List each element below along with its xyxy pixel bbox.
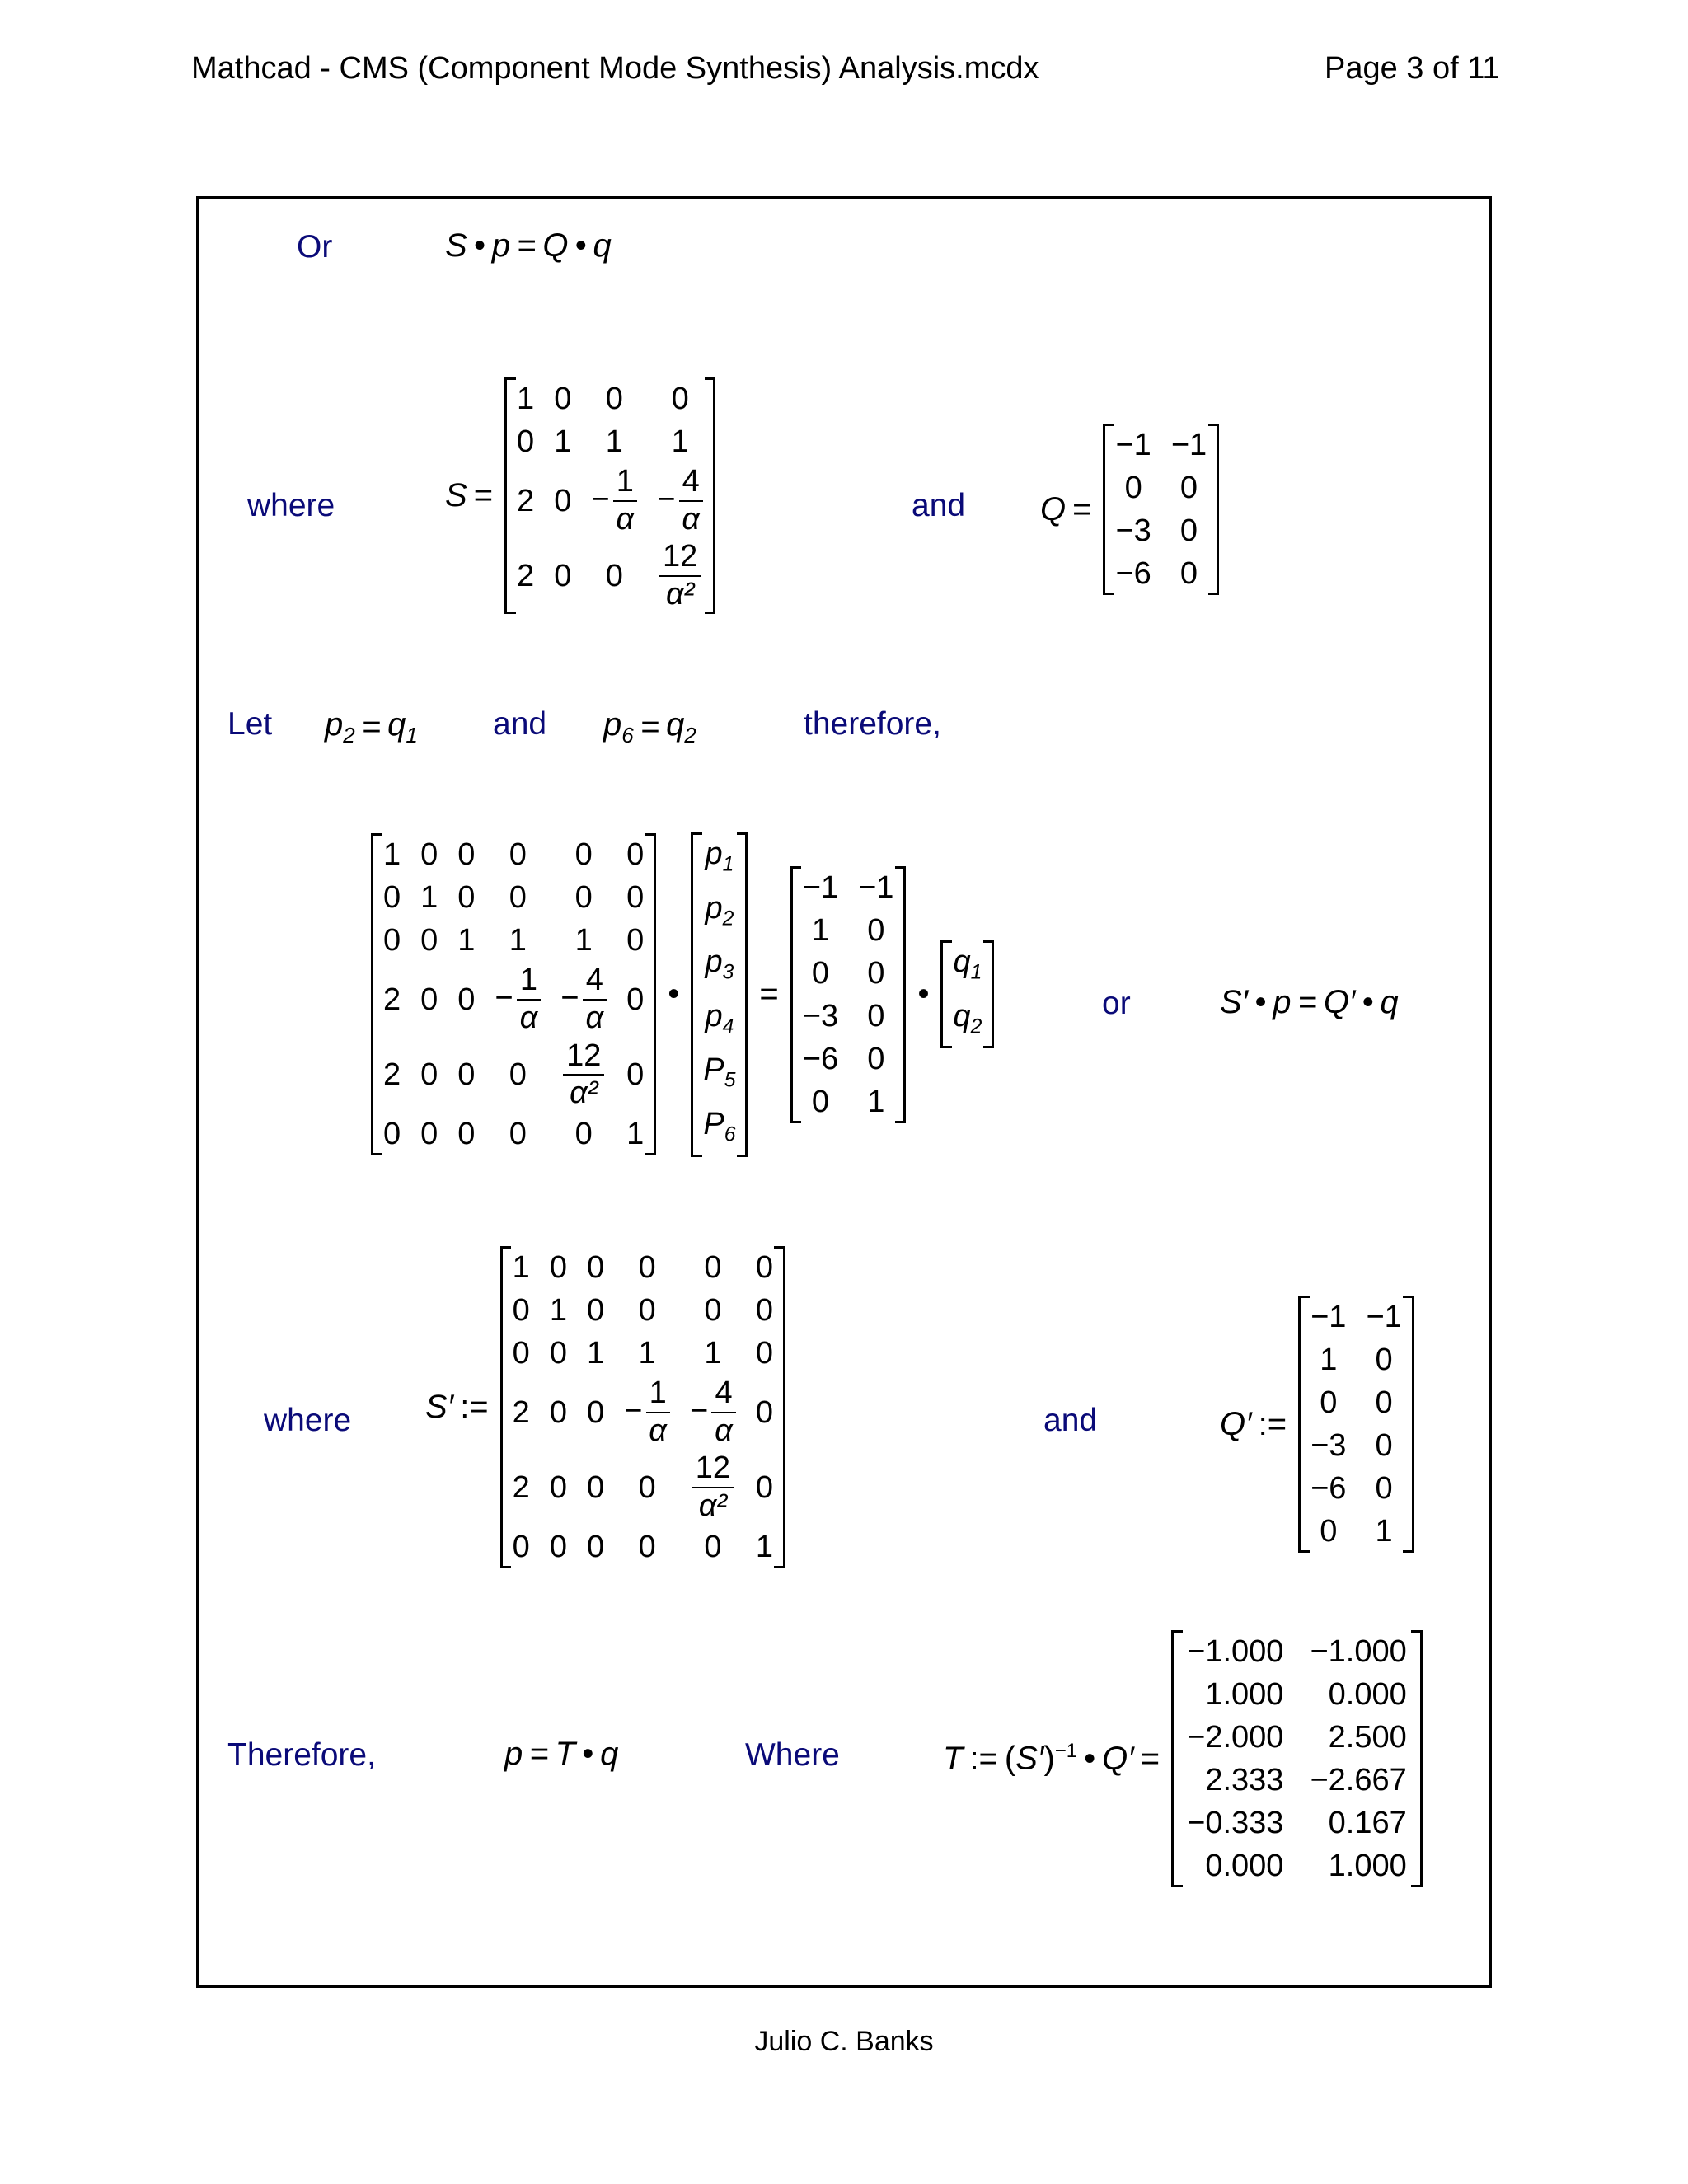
matrix-qprime-definition: Q′ := −1 −1 1 0 0 0 −3 0 −6 0 0 1 (1220, 1296, 1419, 1553)
label-where-2: where (264, 1403, 352, 1438)
matrix-sprime: 1 0 0 0 0 0 0 1 0 0 0 0 0 0 1 1 1 0 2 0 0 − $\frac{1}{\alpha}$ − $\frac{4}{\alpha}$ 0 2 0 0 0 $\frac{12}{\text{α²}}$ 0 0 0 0 0 0 1 (500, 1246, 785, 1568)
vector-p: $p_1$ $p_2$ $p_3$ $p_4$ $P_5$ $P_6$ (691, 832, 748, 1157)
author-footer: Julio C. Banks (754, 2026, 934, 2057)
matrix-s-definition: S = 1 0 0 0 0 1 1 1 2 0 − $\frac{1}{\alpha}$ − $\frac{4}{\alpha}$ 2 0 0 $\frac{12}{\text{α²}}$ (445, 377, 720, 614)
label-or: Or (297, 229, 333, 265)
label-where-3: Where (745, 1737, 840, 1773)
matrix-qprime: −1 −1 1 0 0 0 −3 0 −6 0 0 1 (1298, 1296, 1414, 1553)
label-where: where (247, 488, 335, 523)
equation-sprime-p-qprime-q: S′ • p = Q′ • q (1220, 984, 1399, 1020)
equation-s-p-q-q: S • p = Q • q (445, 227, 612, 264)
label-therefore-2: Therefore, (227, 1737, 376, 1773)
label-and-3: and (1043, 1403, 1098, 1438)
matrix-q: −1 −1 0 0 −3 0 −6 0 (1103, 424, 1219, 595)
label-and: and (912, 488, 966, 523)
matrix-t: −1.000 −1.000 1.000 0.000 −2.000 2.500 2.333 −2.667 −0.333 0.167 0.000 1.000 (1171, 1630, 1423, 1887)
label-and-2: and (493, 706, 547, 742)
equation-p6-q2: $p_6$ = $q_2$ (603, 706, 696, 748)
equation-p2-q1: $p_2$ = $q_1$ (325, 706, 418, 748)
label-or-2: or (1102, 986, 1131, 1021)
vector-q: $q_1$ $q_2$ (940, 940, 994, 1048)
matrix-sprime-definition: S′ := 1 0 0 0 0 0 0 1 0 0 0 0 0 0 1 1 1 0 2 0 0 − $\frac{1}{\alpha}$ − $\frac{4}{\alpha}$ 0 2 0 0 0 $\frac{12}{\text{α²}}$ 0 0 0 0 0 0 1 (425, 1246, 790, 1568)
equation-p-t-q: p = T • q (504, 1736, 619, 1772)
matrix-q-expanded: −1 −1 1 0 0 0 −3 0 −6 0 0 1 (790, 866, 907, 1123)
expanded-system: 1 0 0 0 0 0 0 1 0 0 0 0 0 0 1 1 1 0 2 0 0 − $\frac{1}{\alpha}$ − $\frac{4}{\alpha}$ 0 2 0 0 0 $\frac{12}{\text{α²}}$ 0 0 0 0 0 0 1 • $p_1$ $p_2$ $p_3$ $p_4$ $P_5$ $P_6$ = −1 −1 1 0 0 0 −3 0 −6 0 0 1 • $q_1$ $q_2$ (366, 832, 999, 1157)
matrix-t-definition: T := $(S')^{-1}$ • Q′ = −1.000 −1.000 1.000 0.000 −2.000 2.500 2.333 −2.667 −0.333 0.167 0.000 1.000 (943, 1630, 1428, 1887)
page-number: Page 3 of 11 (1325, 51, 1500, 86)
matrix-q-definition: Q = −1 −1 0 0 −3 0 −6 0 (1040, 424, 1224, 595)
document-title: Mathcad - CMS (Component Mode Synthesis) Analysis.mcdx (191, 51, 1039, 86)
label-therefore: therefore, (804, 706, 941, 742)
matrix-s: 1 0 0 0 0 1 1 1 2 0 − $\frac{1}{\alpha}$ − $\frac{4}{\alpha}$ 2 0 0 $\frac{12}{\text{α²}}$ (504, 377, 715, 614)
label-let: Let (227, 706, 273, 742)
matrix-s-expanded: 1 0 0 0 0 0 0 1 0 0 0 0 0 0 1 1 1 0 2 0 0 − $\frac{1}{\alpha}$ − $\frac{4}{\alpha}$ 0 2 0 0 0 $\frac{12}{\text{α²}}$ 0 0 0 0 0 0 1 (371, 833, 656, 1155)
